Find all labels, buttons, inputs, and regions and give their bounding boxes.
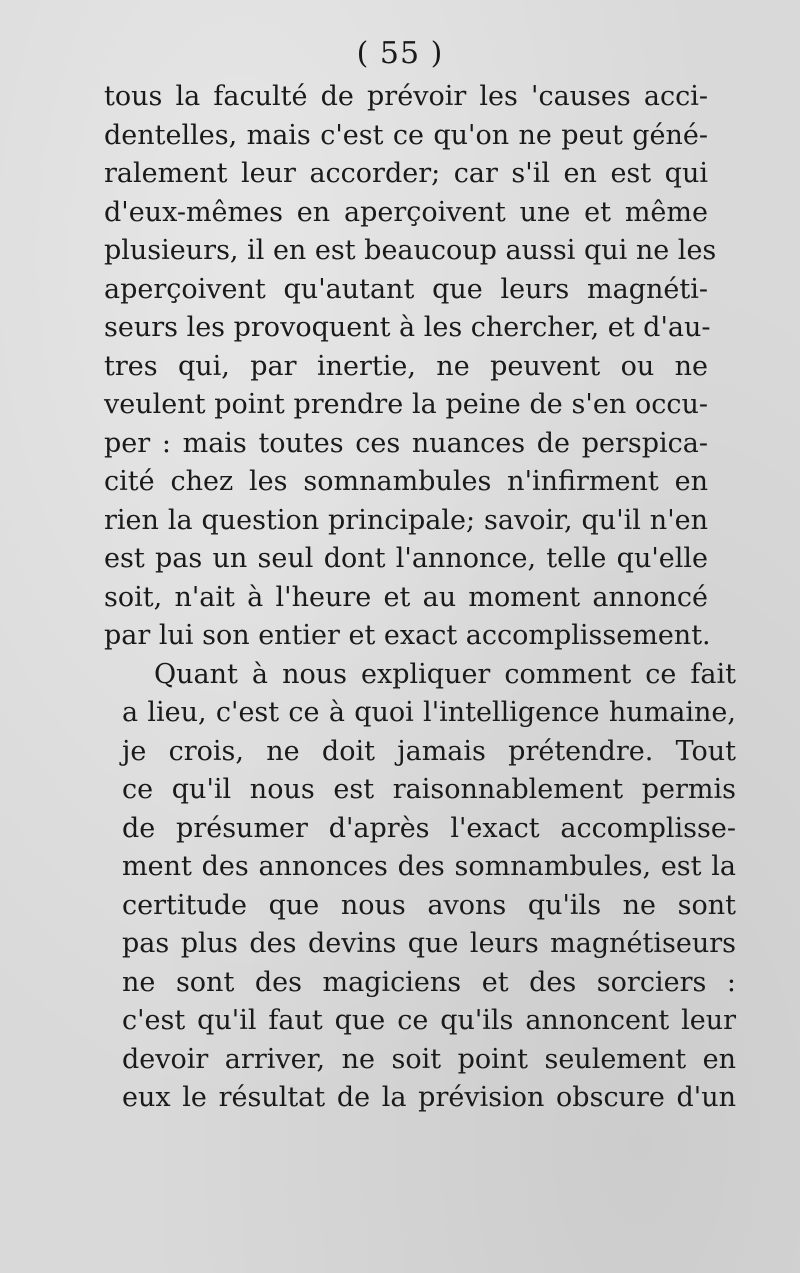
text-line: devoir arriver, ne soit point seulement en: [122, 1043, 736, 1075]
text-line: aperçoivent qu'autant que leurs magnéti-: [104, 273, 708, 305]
text-line: est pas un seul dont l'annonce, telle qu'elle: [104, 543, 708, 574]
text-line: tres qui, par inertie, ne peuvent ou ne: [104, 350, 708, 382]
page-number: ( 55 ): [356, 36, 444, 71]
text-line: ment des annonces des somnambules, est la: [122, 851, 736, 882]
paragraph-1: [104, 78, 717, 656]
text-line: ralement leur accorder; car s'il en est qui: [104, 158, 708, 189]
text-line: je crois, ne doit jamais prétendre. Tout: [122, 735, 736, 767]
text-line: de présumer d'après l'exact accomplisse-: [122, 812, 736, 844]
text-line: Quant à nous expliquer comment ce fait: [154, 658, 736, 690]
text-line: d'eux-mêmes en aperçoivent une et même: [104, 196, 708, 228]
text-line: a lieu, c'est ce à quoi l'intelligence humaine,: [122, 697, 736, 728]
text-line: veulent point prendre la peine de s'en occu-: [104, 389, 708, 420]
text-line: ne sont des magiciens et des sorciers :: [122, 966, 736, 998]
text-line: par lui son entier et exact accomplissement.: [104, 620, 711, 651]
text-line: certitude que nous avons qu'ils ne sont: [122, 889, 736, 921]
text-line: ce qu'il nous est raisonnablement permis: [122, 774, 736, 805]
text-line: dentelles, mais c'est ce qu'on ne peut géné-: [104, 119, 708, 151]
text-line: pas plus des devins que leurs magnétiseurs: [122, 928, 736, 959]
text-line: plusieurs, il en est beaucoup aussi qui ne les: [104, 235, 717, 266]
paragraph-2: [104, 656, 736, 1118]
text-line: soit, n'ait à l'heure et au moment annoncé: [104, 581, 708, 613]
text-line: rien la question principale; savoir, qu'il n'en: [104, 504, 708, 536]
text-line: tous la faculté de prévoir les 'causes acci-: [104, 81, 708, 112]
text-line: eux le résultat de la prévision obscure d'un: [122, 1082, 736, 1113]
text-line: seurs les provoquent à les chercher, et d'au-: [104, 312, 711, 343]
text-line: per : mais toutes ces nuances de perspica-: [104, 427, 708, 459]
text-line: c'est qu'il faut que ce qu'ils annoncent leur: [122, 1005, 736, 1036]
text-line: cité chez les somnambules n'infirment en: [104, 466, 708, 497]
page-text: [104, 78, 736, 1118]
